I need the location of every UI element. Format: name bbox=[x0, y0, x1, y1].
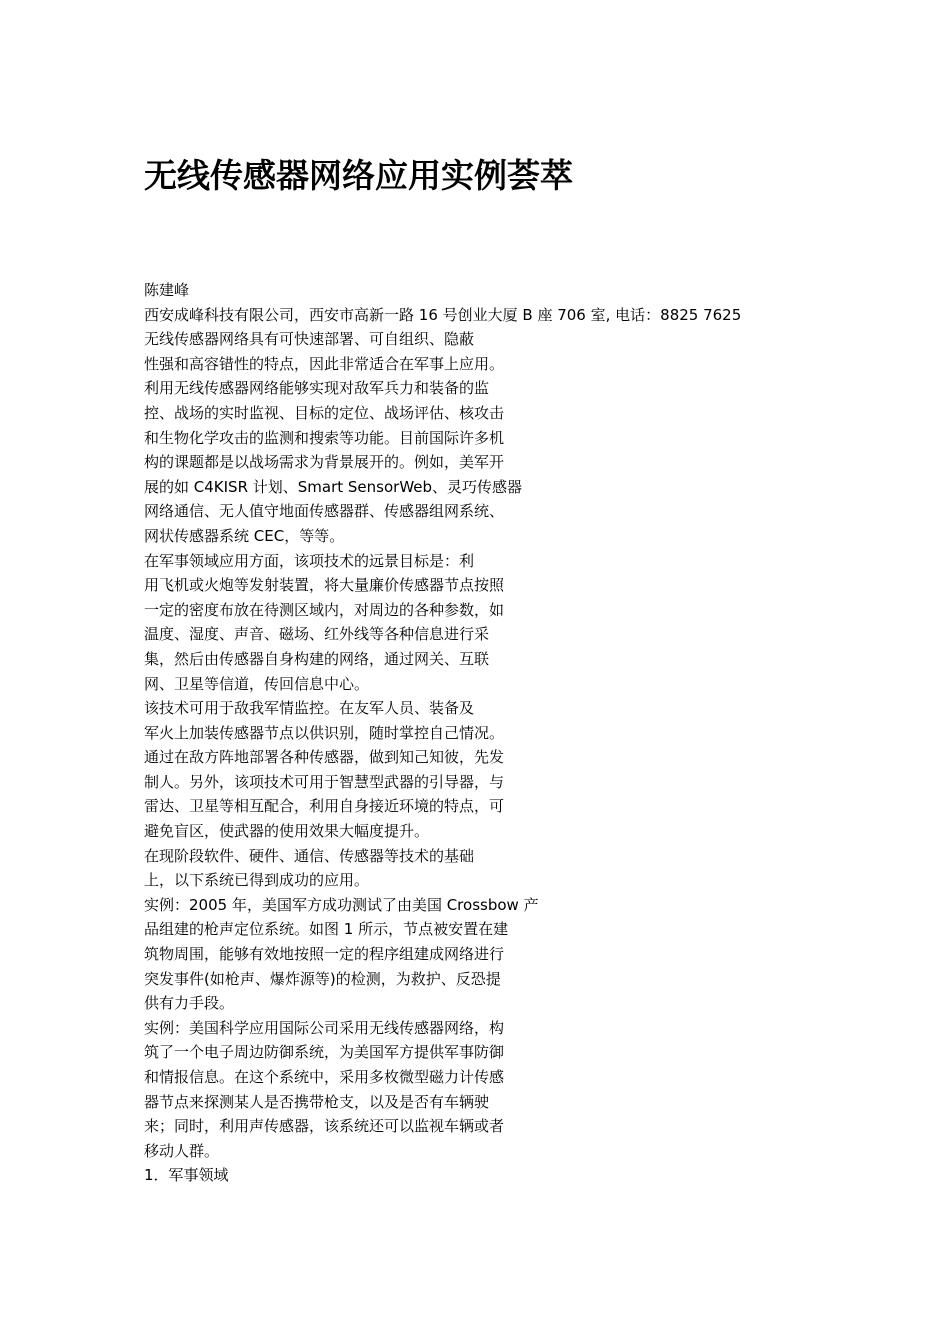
document-body bbox=[144, 278, 864, 1188]
body-line: 展的如 C4KISR 计划、Smart SensorWeb、灵巧传感器 bbox=[144, 477, 523, 496]
body-line: 和情报信息。在这个系统中，采用多枚微型磁力计传感 bbox=[144, 1068, 505, 1086]
author-line: 陈建峰 bbox=[144, 281, 190, 299]
body-line: 器节点来探测某人是否携带枪支，以及是否有车辆驶 bbox=[144, 1092, 490, 1111]
body-line: 控、战场的实时监视、目标的定位、战场评估、核攻击 bbox=[144, 403, 505, 422]
body-line: 网络通信、无人值守地面传感器群、传感器组网系统、 bbox=[144, 502, 505, 521]
body-line: 上，以下系统已得到成功的应用。 bbox=[144, 871, 370, 890]
body-line: 军火上加装传感器节点以供识别，随时掌控自己情况。 bbox=[144, 723, 505, 742]
body-line: 性强和高容错性的特点，因此非常适合在军事上应用。 bbox=[144, 354, 505, 373]
body-line: 在现阶段软件、硬件、通信、传感器等技术的基础 bbox=[144, 846, 475, 865]
body-line: 构的课题都是以战场需求为背景展开的。例如，美军开 bbox=[144, 453, 505, 472]
body-line: 在军事领域应用方面，该项技术的远景目标是：利 bbox=[144, 551, 475, 570]
body-line: 无线传感器网络具有可快速部署、可自组织、隐蔽 bbox=[144, 330, 475, 349]
body-line: 用飞机或火炮等发射装置，将大量廉价传感器节点按照 bbox=[144, 576, 505, 595]
body-line: 避免盲区，使武器的使用效果大幅度提升。 bbox=[144, 822, 430, 841]
section-heading: 1．军事领域 bbox=[144, 1166, 229, 1185]
document-title: 无线传感器网络应用实例荟萃 bbox=[144, 156, 573, 195]
body-line: 来；同时，利用声传感器，该系统还可以监视车辆或者 bbox=[144, 1117, 505, 1136]
body-line: 和生物化学攻击的监测和搜索等功能。目前国际许多机 bbox=[144, 428, 505, 447]
body-line: 品组建的枪声定位系统。如图 1 所示，节点被安置在建 bbox=[144, 920, 509, 939]
body-line: 雷达、卫星等相互配合，利用自身接近环境的特点，可 bbox=[144, 797, 505, 816]
affiliation-line: 西安成峰科技有限公司，西安市高新一路 16 号创业大厦 B 座 706 室, 电话：8825 7625 bbox=[144, 305, 742, 324]
body-line: 网状传感器系统 CEC，等等。 bbox=[144, 526, 345, 545]
body-line: 实例：2005 年，美国军方成功测试了由美国 Crossbow 产 bbox=[144, 895, 539, 914]
body-line: 制人。另外，该项技术可用于智慧型武器的引导器，与 bbox=[144, 772, 505, 791]
body-line: 利用无线传感器网络能够实现对敌军兵力和装备的监 bbox=[144, 379, 490, 398]
body-line: 网、卫星等信道，传回信息中心。 bbox=[144, 674, 370, 693]
body-line: 供有力手段。 bbox=[144, 994, 235, 1013]
body-line: 一定的密度布放在待测区域内，对周边的各种参数，如 bbox=[144, 600, 505, 619]
body-line: 筑了一个电子周边防御系统，为美国军方提供军事防御 bbox=[144, 1043, 505, 1062]
body-line: 通过在敌方阵地部署各种传感器，做到知己知彼，先发 bbox=[144, 748, 505, 767]
body-line: 突发事件(如枪声、爆炸源等)的检测，为救护、反恐提 bbox=[144, 969, 501, 988]
body-line: 温度、湿度、声音、磁场、红外线等各种信息进行采 bbox=[144, 625, 490, 644]
body-line: 集，然后由传感器自身构建的网络，通过网关、互联 bbox=[144, 649, 490, 668]
body-line: 移动人群。 bbox=[144, 1141, 220, 1160]
body-line: 实例：美国科学应用国际公司采用无线传感器网络，构 bbox=[144, 1018, 505, 1037]
body-line: 筑物周围，能够有效地按照一定的程序组建成网络进行 bbox=[144, 945, 505, 964]
body-line: 该技术可用于敌我军情监控。在友军人员、装备及 bbox=[144, 699, 475, 718]
